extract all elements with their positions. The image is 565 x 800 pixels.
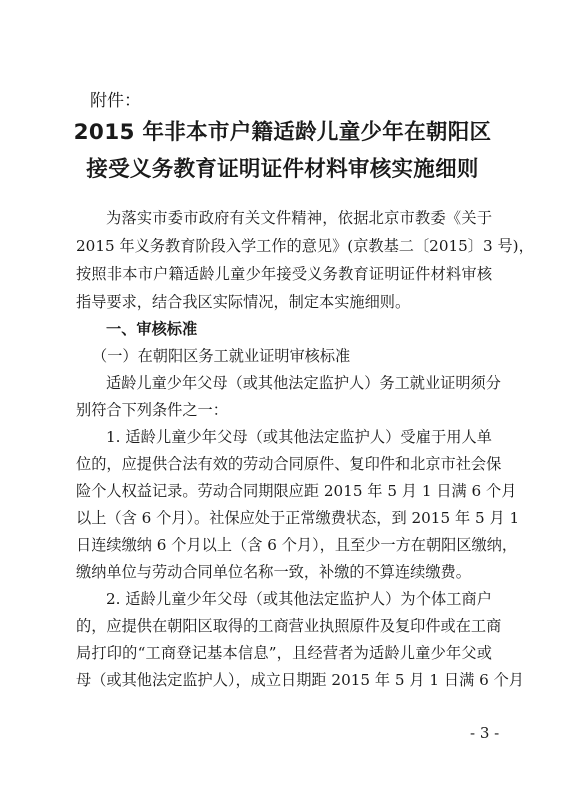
document-title-line-2: 接受义务教育证明证件材料审核实施细则: [86, 157, 479, 182]
item-line: 局打印的“工商登记基本信息”，且经营者为适龄儿童少年父或: [76, 644, 492, 662]
subsection-heading: （一）在朝阳区务工就业证明审核标准: [92, 347, 351, 365]
intro-line: 为落实市委市政府有关文件精神，依据北京市教委《关于: [106, 209, 492, 227]
item-line: 险个人权益记录。劳动合同期限应距 2015 年 5 月 1 日满 6 个月: [76, 482, 517, 500]
intro-line: 2015 年义务教育阶段入学工作的意见》(京教基二〔2015〕3 号)，: [76, 237, 534, 255]
item-line: 缴纳单位与劳动合同单位名称一致，补缴的不算连续缴费。: [76, 563, 471, 581]
document-title-line-1: 2015 年非本市户籍适龄儿童少年在朝阳区: [73, 120, 492, 145]
item-line: 的，应提供在朝阳区取得的工商营业执照原件及复印件或在工商: [76, 617, 502, 635]
section-heading: 一、审核标准: [106, 320, 198, 338]
attachment-label: 附件：: [90, 91, 141, 111]
page-number: - 3 -: [470, 724, 500, 742]
item-line: 1. 适龄儿童少年父母（或其他法定监护人）受雇于用人单: [106, 428, 492, 446]
paragraph-line: 适龄儿童少年父母（或其他法定监护人）务工就业证明须分: [106, 374, 501, 392]
intro-line: 按照非本市户籍适龄儿童少年接受义务教育证明证件材料审核: [76, 265, 492, 283]
item-line: 母（或其他法定监护人），成立日期距 2015 年 5 月 1 日满 6 个月: [76, 671, 524, 689]
item-line: 以上（含 6 个月）。社保应处于正常缴费状态，到 2015 年 5 月 1: [76, 509, 520, 527]
item-line: 2. 适龄儿童少年父母（或其他法定监护人）为个体工商户: [106, 590, 492, 608]
paragraph-line: 别符合下列条件之一：: [76, 401, 228, 419]
item-line: 日连续缴纳 6 个月以上（含 6 个月），且至少一方在朝阳区缴纳，: [76, 536, 518, 554]
intro-line: 指导要求，结合我区实际情况，制定本实施细则。: [76, 293, 411, 311]
item-line: 位的，应提供合法有效的劳动合同原件、复印件和北京市社会保: [76, 455, 502, 473]
